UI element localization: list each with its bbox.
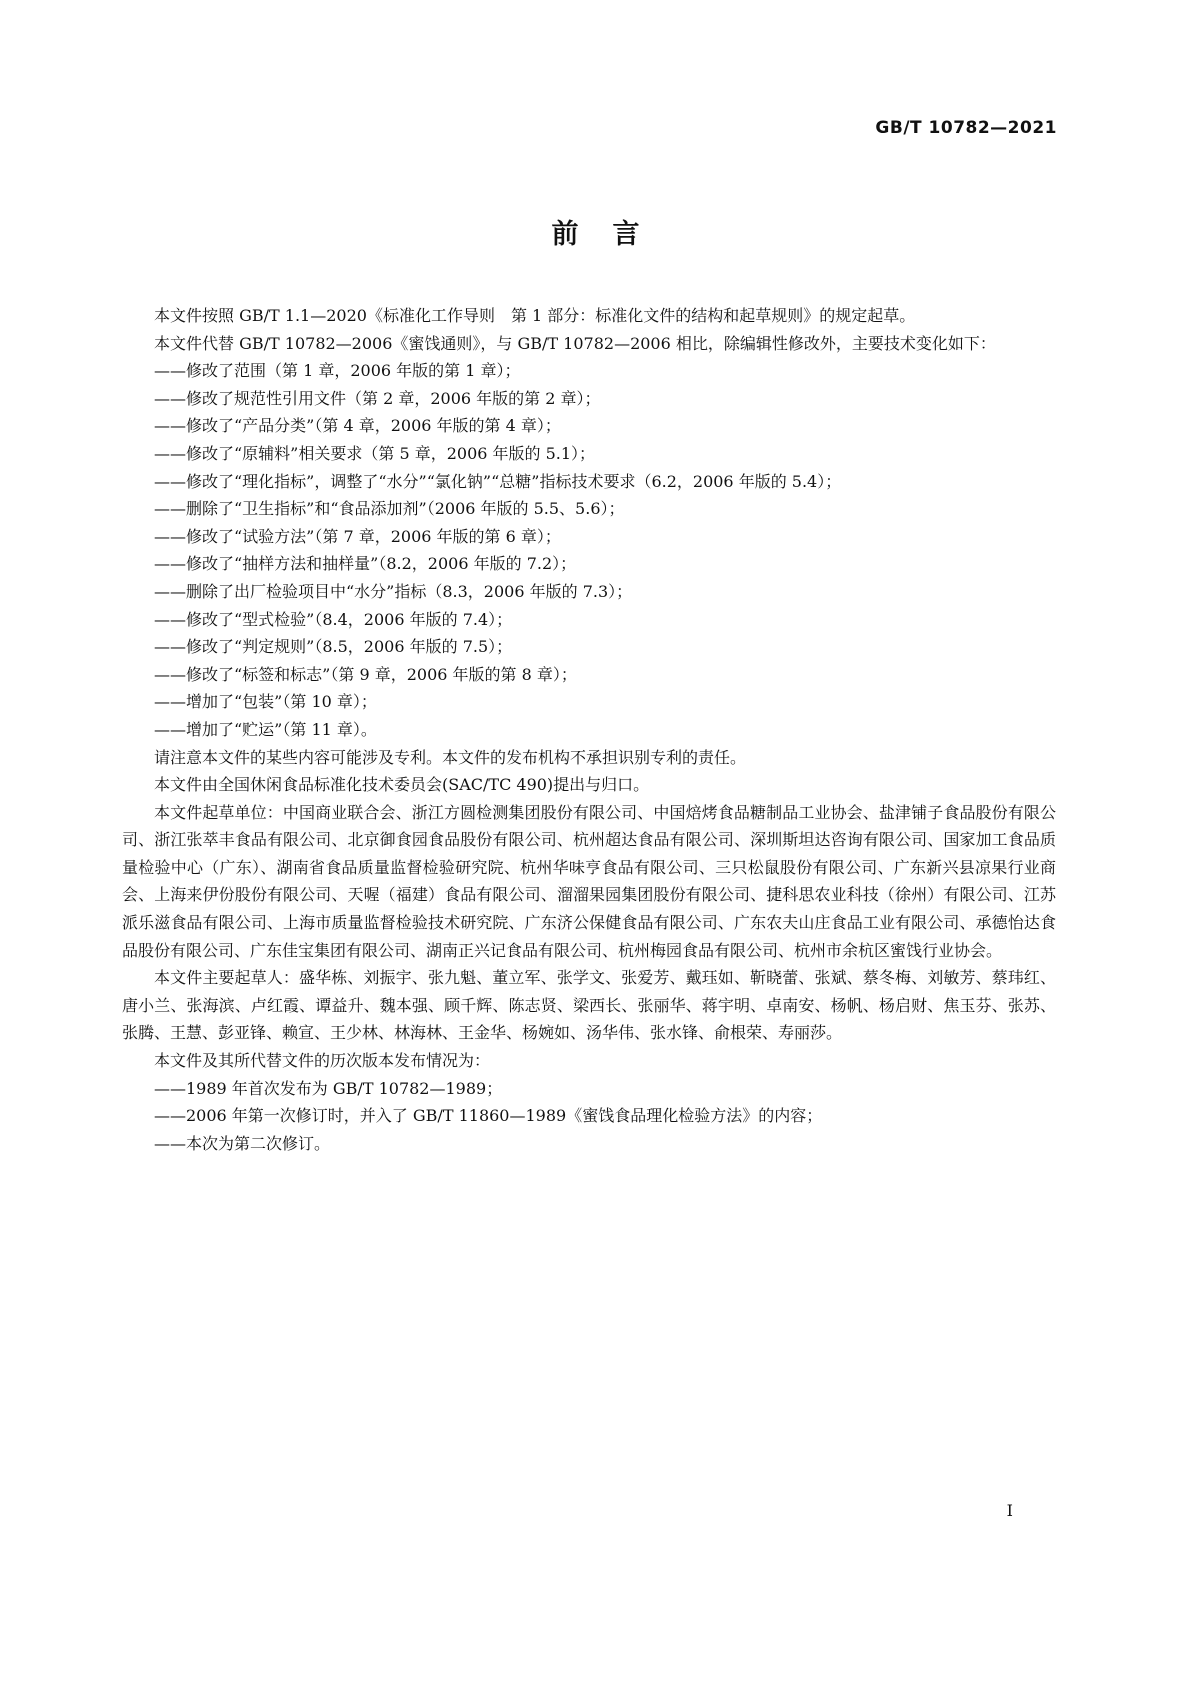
- change-item: ——修改了范围（第 1 章，2006 年版的第 1 章）；: [154, 361, 521, 381]
- page-title: 前言: [551, 219, 674, 250]
- paragraph-patent-notice: 请注意本文件的某些内容可能涉及专利。本文件的发布机构不承担识别专利的责任。: [154, 747, 747, 767]
- change-item: ——删除了“卫生指标”和“食品添加剂”（2006 年版的 5.5、5.6）；: [154, 499, 625, 519]
- change-item: ——增加了“贮运”（第 11 章）。: [154, 719, 377, 739]
- change-item: ——修改了“型式检验”（8.4，2006 年版的 7.4）；: [154, 609, 513, 629]
- paragraph-drafting-units: 本文件起草单位：中国商业联合会、浙江方圆检测集团股份有限公司、中国焙烤食品糖制品工业协会、盐津铺子食品股份有限公司、浙江张萃丰食品有限公司、北京御食园食品股份有限公司、杭州超达食品有限公司、深圳斯坦达咨询有限公司、国家加工食品质量检验中心（广东）、湖南省食品质量监督检验研究院、杭州华味亨食品有限公司、三只松鼠股份有限公司、广东新兴县凉果行业商会、上海来伊份股份有限公司、天喔（福建）食品有限公司、溜溜果园集团股份有限公司、捷科思农业科技（徐州）有限公司、江苏派乐滋食品有限公司、上海市质量监督检验技术研究院、广东济公保健食品有限公司、广东农夫山庄食品工业有限公司、承德怡达食品股份有限公司、广东佳宝集团有限公司、湖南正兴记食品有限公司、杭州梅园食品有限公司、杭州市余杭区蜜饯行业协会。: [122, 802, 1056, 960]
- change-item: ——修改了“抽样方法和抽样量”（8.2，2006 年版的 7.2）；: [154, 554, 577, 574]
- foreword-body: [122, 302, 1056, 1157]
- change-item: ——修改了“判定规则”（8.5，2006 年版的 7.5）；: [154, 637, 513, 657]
- history-item: ——2006 年第一次修订时，并入了 GB/T 11860—1989《蜜饯食品理化检验方法》的内容；: [154, 1106, 823, 1126]
- paragraph-committee: 本文件由全国休闲食品标准化技术委员会(SAC/TC 490)提出与归口。: [154, 775, 650, 795]
- history-item: ——本次为第二次修订。: [154, 1133, 331, 1153]
- paragraph-history-intro: 本文件及其所代替文件的历次版本发布情况为：: [154, 1051, 491, 1071]
- change-item: ——修改了“理化指标”，调整了“水分”“氯化钠”“总糖”指标技术要求（6.2，2006 年版的 5.4）；: [154, 471, 842, 491]
- change-item: ——增加了“包装”（第 10 章）；: [154, 692, 377, 712]
- paragraph-drafters: 本文件主要起草人：盛华栋、刘振宇、张九魁、董立军、张学文、张爱芳、戴珏如、靳晓蕾、张斌、蔡冬梅、刘敏芳、蔡玮红、唐小兰、张海滨、卢红霞、谭益升、魏本强、顾千辉、陈志贤、梁西长、张丽华、蒋宇明、卓南安、杨帆、杨启财、焦玉芬、张苏、张腾、王慧、彭亚锋、赖宣、王少林、林海林、王金华、杨婉如、汤华伟、张水锋、俞根荣、寿丽莎。: [122, 968, 1056, 1043]
- paragraph-replaces: 本文件代替 GB/T 10782—2006《蜜饯通则》，与 GB/T 10782—2006 相比，除编辑性修改外，主要技术变化如下：: [154, 333, 996, 353]
- change-item: ——修改了“标签和标志”（第 9 章，2006 年版的第 8 章）；: [154, 664, 577, 684]
- change-item: ——修改了“产品分类”（第 4 章，2006 年版的第 4 章）；: [154, 416, 561, 436]
- change-item: ——修改了“原辅料”相关要求（第 5 章，2006 年版的 5.1）；: [154, 443, 596, 463]
- change-item: ——删除了出厂检验项目中“水分”指标（8.3，2006 年版的 7.3）；: [154, 581, 633, 601]
- page-number: I: [1006, 1501, 1013, 1520]
- standard-number: GB/T 10782—2021: [875, 118, 1057, 138]
- change-item: ——修改了规范性引用文件（第 2 章，2006 年版的第 2 章）；: [154, 388, 601, 408]
- change-item: ——修改了“试验方法”（第 7 章，2006 年版的第 6 章）；: [154, 526, 561, 546]
- history-item: ——1989 年首次发布为 GB/T 10782—1989；: [154, 1078, 503, 1098]
- paragraph-drafting-rules: 本文件按照 GB/T 1.1—2020《标准化工作导则 第 1 部分：标准化文件的结构和起草规则》的规定起草。: [154, 306, 916, 325]
